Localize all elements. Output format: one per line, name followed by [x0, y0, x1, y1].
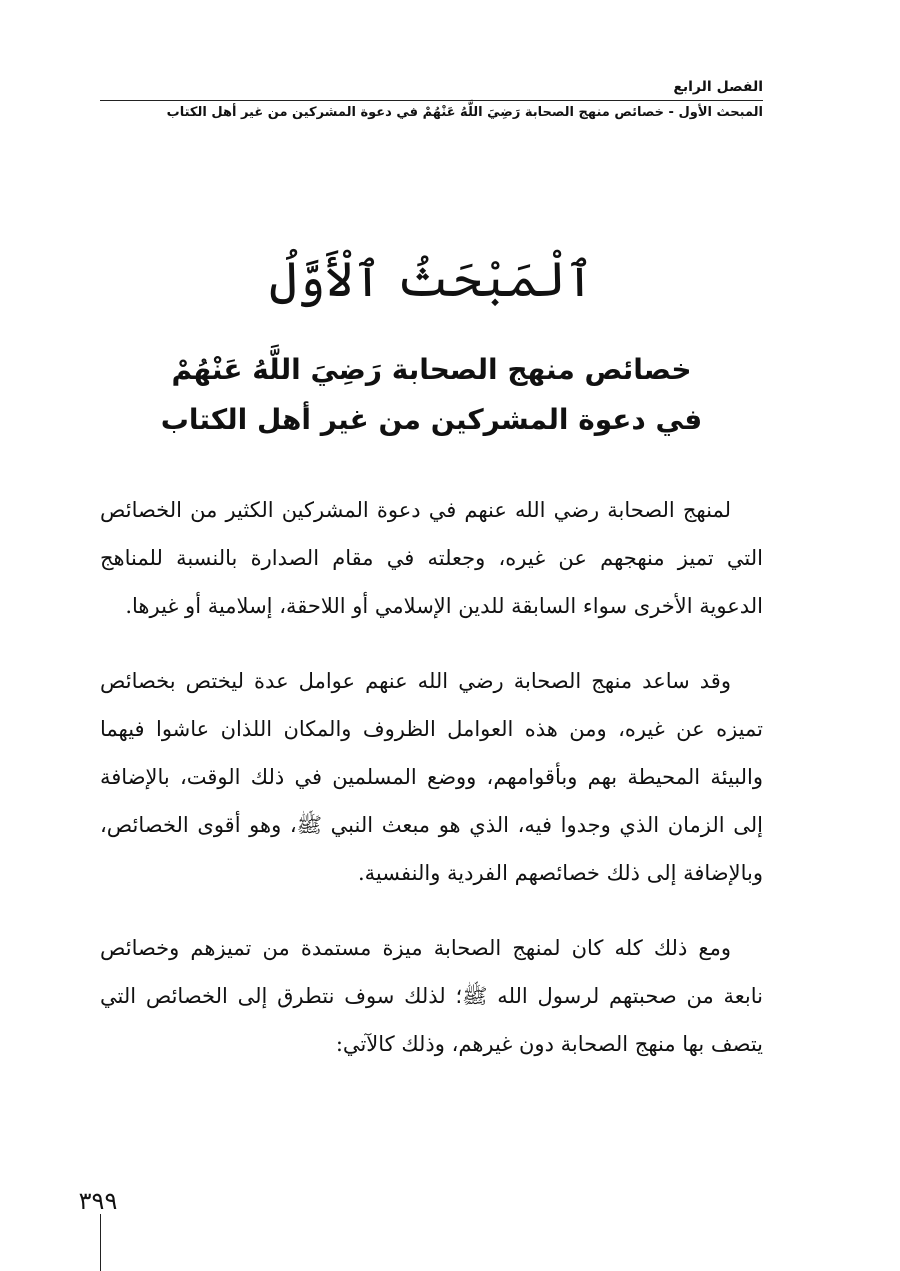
subtitle-line-2: في دعوة المشركين من غير أهل الكتاب	[160, 403, 703, 436]
body-text	[100, 486, 763, 1095]
paragraph-3: ومع ذلك كله كان لمنهج الصحابة ميزة مستمدة من تميزهم وخصائص نابعة من صحبتهم لرسول الله ﷺ؛ لذلك سوف نتطرق إلى الخصائص التي يتصف بها منهج الصحابة دون غيرهم، وذلك كالآتي:	[100, 936, 763, 1056]
section-path: المبحث الأول - خصائص منهج الصحابة رَضِيَ اللَّهُ عَنْهُمْ في دعوة المشركين من غير أهل الكتاب	[166, 105, 763, 120]
paragraph-1: لمنهج الصحابة رضي الله عنهم في دعوة المشركين الكثير من الخصائص التي تميز منهجهم عن غيره، وجعلته في مقام الصدارة بالنسبة للمناهج الدعوية الأخرى سواء السابقة للدين الإسلامي أو اللاحقة، إسلامية أو غيرها.	[100, 498, 763, 618]
section-subtitle	[100, 345, 763, 445]
subtitle-line-1: خصائص منهج الصحابة رَضِيَ اللَّهُ عَنْهُمْ	[171, 353, 692, 386]
running-header	[100, 76, 763, 125]
paragraph-2: وقد ساعد منهج الصحابة رضي الله عنهم عوامل عدة ليختص بخصائص تميزه عن غيره، ومن هذه العوامل الظروف والمكان اللذان عاشوا فيهما والبيئة المحيطة بهم وبأقوامهم، ووضع المسلمين في ذلك الوقت، بالإضافة إلى الزمان الذي وجدوا فيه، الذي هو مبعث النبي ﷺ، وهو أقوى الخصائص، وبالإضافة إلى ذلك خصائصهم الفردية والنفسية.	[100, 669, 763, 885]
page-number: ٣٩٩	[78, 1187, 118, 1215]
margin-line	[100, 1214, 101, 1271]
section-heading: ٱلْمَبْحَثُ ٱلْأَوَّلُ	[269, 252, 594, 308]
chapter-title: الفصل الرابع	[673, 79, 763, 95]
